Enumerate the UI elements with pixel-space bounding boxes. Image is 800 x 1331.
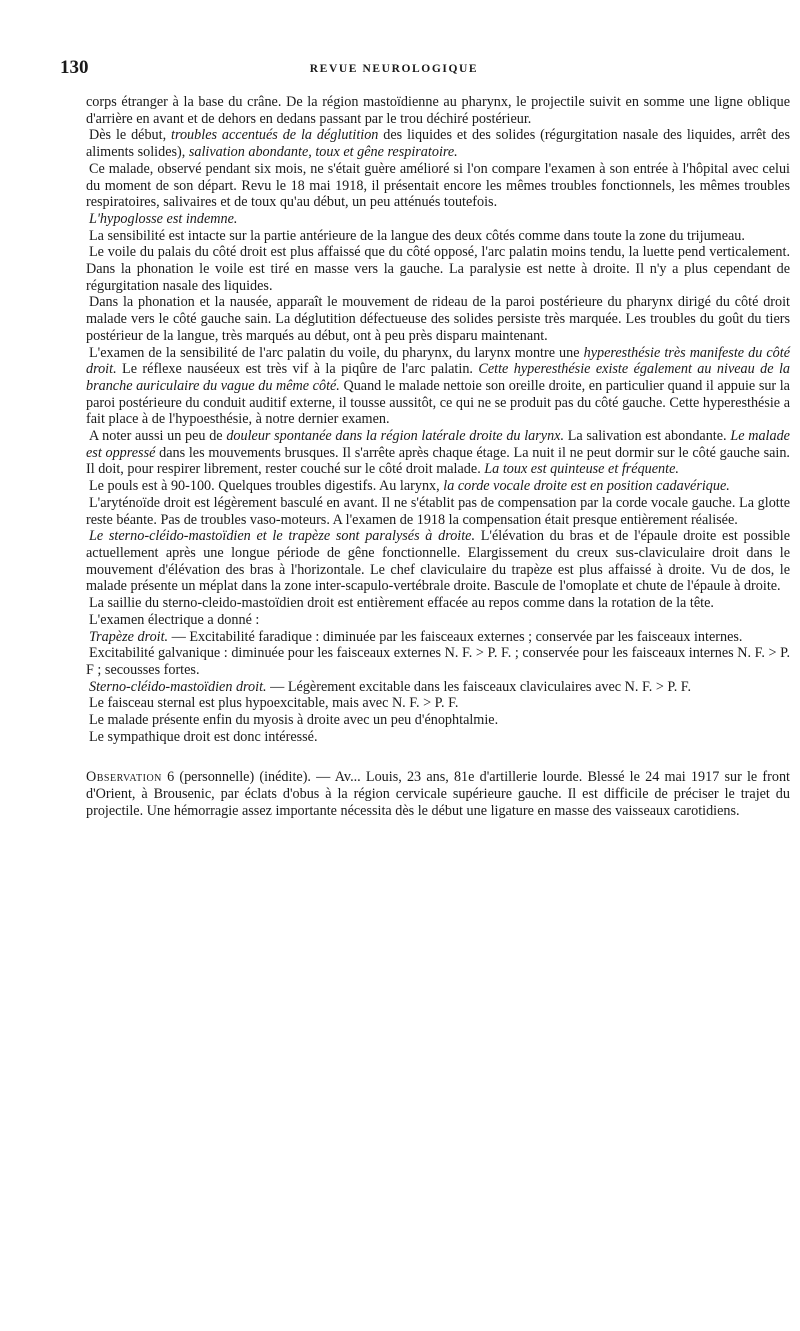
italic-text: la corde vocale droite est en position cadavérique. bbox=[443, 478, 730, 495]
paragraph bbox=[86, 428, 790, 478]
paragraph bbox=[86, 127, 790, 160]
text-run: Quand le malade nettoie son oreille droite, en particulier quand il appuie sur la paroi postérieure du conduit auditif externe, il tousse aussitôt, ce qui ne se produit pas du côté gauche. Cette hyperesthésie a fait place à de l'hypoesthésie, à notre dernier examen. bbox=[86, 377, 790, 428]
paragraph bbox=[86, 211, 790, 228]
paragraph bbox=[86, 595, 790, 612]
paragraph bbox=[86, 244, 790, 294]
text-run: Le voile du palais du côté droit est plus affaissé que du côté opposé, l'arc palatin moins tendu, la luette pend verticalement. Dans la phonation le voile est tiré en masse vers la gauche. La paralysie est nette à droite. Il n'y a plus cependant de régurgitation nasale des liquides. bbox=[86, 244, 790, 294]
text-run: Dès le début, bbox=[89, 127, 172, 144]
text-run: Ce malade, observé pendant six mois, ne s'était guère amélioré si l'on compare l'examen à son entrée à l'hôpital avec celui du moment de son départ. Revu le 18 mai 1918, il présentait encore les mêmes troubles fonctionnels, les mêmes troubles respiratoires, salivaires et de toux qu'au début, un peu atténués toutefois. bbox=[86, 160, 790, 211]
page-number: 130 bbox=[60, 57, 89, 78]
text-run: Le pouls est à 90-100. Quelques troubles digestifs. Au larynx, bbox=[89, 478, 444, 495]
text-run: La saillie du sterno-cleido-mastoïdien droit est entièrement effacée au repos comme dans la rotation de la tête. bbox=[89, 595, 714, 612]
italic-text: Le sterno-cléido-mastoïdien et le trapèze sont paralysés à droite. bbox=[89, 528, 476, 545]
page-header bbox=[60, 57, 728, 87]
text-run: Le malade présente enfin du myosis à droite avec un peu d'énophtalmie. bbox=[89, 712, 499, 729]
observation-text: 6 (personnelle) (inédite). — Av... Louis, 23 ans, 81e d'artillerie lourde. Blessé le 24 mai 1917 sur le front d'Orient, à Brousenic, par éclats d'obus à la région cervicale supérieure gauche. Il est difficile de préciser le trajet du projectile. Une hémorragie assez importante nécessita dès le début une ligature en masse des vaisseaux carotidiens. bbox=[86, 769, 790, 819]
italic-text: Cette hyperesthésie existe également au niveau de la branche auriculaire du vague du même côté. bbox=[86, 361, 790, 394]
paragraph bbox=[86, 629, 790, 646]
paragraph bbox=[86, 528, 790, 595]
italic-text: salivation abondante, toux et gêne respiratoire. bbox=[188, 144, 458, 161]
body-text bbox=[86, 94, 790, 820]
paragraph bbox=[86, 478, 790, 495]
paragraph bbox=[86, 294, 790, 344]
paragraph bbox=[86, 695, 790, 712]
text-run: corps étranger à la base du crâne. De la région mastoïdienne au pharynx, le projectile suivit en somme une ligne oblique d'arrière en avant et de dehors en dedans passant par le trou déchiré postérieur. bbox=[86, 94, 790, 127]
italic-text: hyperesthésie très manifeste du côté droit. bbox=[86, 344, 790, 378]
paragraph bbox=[86, 712, 790, 729]
paragraph bbox=[86, 679, 790, 696]
section-spacer bbox=[86, 745, 790, 769]
text-run: — Légèrement excitable dans les faisceaux claviculaires avec N. F. > P. F. bbox=[266, 678, 692, 695]
italic-text: La toux est quinteuse et fréquente. bbox=[484, 461, 679, 478]
italic-text: Trapèze droit. bbox=[89, 628, 169, 645]
observation-label: Observation bbox=[86, 769, 162, 786]
text-run: La salivation est abondante. bbox=[564, 428, 731, 445]
italic-text: Le malade est oppressé bbox=[86, 428, 790, 461]
text-run: Dans la phonation et la nausée, apparaît le mouvement de rideau de la paroi postérieure du pharynx dirigé du côté droit malade vers le côté gauche sain. La déglutition défectueuse des solides persiste très marquée. Les troubles du goût du tiers postérieur de la langue, très marqués au début, ont à peu près disparu maintenant. bbox=[86, 294, 790, 344]
text-run: L'examen de la sensibilité de l'arc palatin du voile, du pharynx, du larynx montre une bbox=[89, 344, 584, 361]
text-run: Le faisceau sternal est plus hypoexcitable, mais avec N. F. > P. F. bbox=[89, 695, 459, 712]
text-run: Le sympathique droit est donc intéressé. bbox=[89, 728, 318, 745]
text-run: L'aryténoïde droit est légèrement basculé en avant. Il ne s'établit pas de compensation par la corde vocale gauche. La glotte reste béante. Pas de troubles vaso-moteurs. A l'examen de 1918 la compensation était presque entièrement réalisée. bbox=[86, 494, 790, 528]
paragraph bbox=[86, 612, 790, 629]
paragraph bbox=[86, 645, 790, 678]
italic-text: L'hypoglosse est indemne. bbox=[89, 210, 238, 227]
italic-text: troubles accentués de la déglutition bbox=[171, 127, 379, 144]
text-run: L'élévation du bras et de l'épaule droite est possible actuellement après une longue période de gêne fonctionnelle. Elargissement du creux sus-claviculaire droit dans le mouvement d'élévation des bras à l'horizontale. Le chef claviculaire du trapèze est plus affaissé à droite. Vu de dos, le malade présente un méplat dans la zone inter-scapulo-vertébrale droite. Bascule de l'omoplate et chute de l'épaule à droite. bbox=[86, 528, 790, 595]
paragraph bbox=[86, 345, 790, 429]
observation-paragraph bbox=[86, 769, 790, 819]
text-run: — Excitabilité faradique : diminuée par les faisceaux externes ; conservée par les faisceaux internes. bbox=[168, 628, 743, 645]
paragraph bbox=[86, 729, 790, 746]
italic-text: douleur spontanée dans la région latérale droite du larynx. bbox=[226, 428, 565, 445]
text-run: des liquides et des solides (régurgitation nasale des liquides, arrêt des aliments solides), bbox=[86, 127, 791, 161]
italic-text: Sterno-cléido-mastoïdien droit. bbox=[89, 678, 267, 695]
text-run: A noter aussi un peu de bbox=[89, 428, 227, 445]
text-run: L'examen électrique a donné : bbox=[89, 611, 260, 628]
paragraph bbox=[86, 94, 790, 127]
paragraph bbox=[86, 228, 790, 245]
paragraph bbox=[86, 161, 790, 211]
text-run: La sensibilité est intacte sur la partie antérieure de la langue des deux côtés comme dans toute la zone du trijumeau. bbox=[89, 227, 745, 244]
paragraph bbox=[86, 495, 790, 528]
text-run: Le réflexe nauséeux est très vif à la piqûre de l'arc palatin. bbox=[116, 361, 479, 378]
text-run: Excitabilité galvanique : diminuée pour les faisceaux externes N. F. > P. F. ; conservée pour les faisceaux internes N. F. > P. F ; secousses fortes. bbox=[86, 645, 790, 678]
text-run: dans les mouvements brusques. Il s'arrête après chaque étage. La nuit il ne peut dormir sur le côté gauche sain. Il doit, pour respirer librement, rester couché sur le côté droit malade. bbox=[86, 444, 790, 478]
running-title: REVUE NEUROLOGIQUE bbox=[309, 63, 479, 75]
